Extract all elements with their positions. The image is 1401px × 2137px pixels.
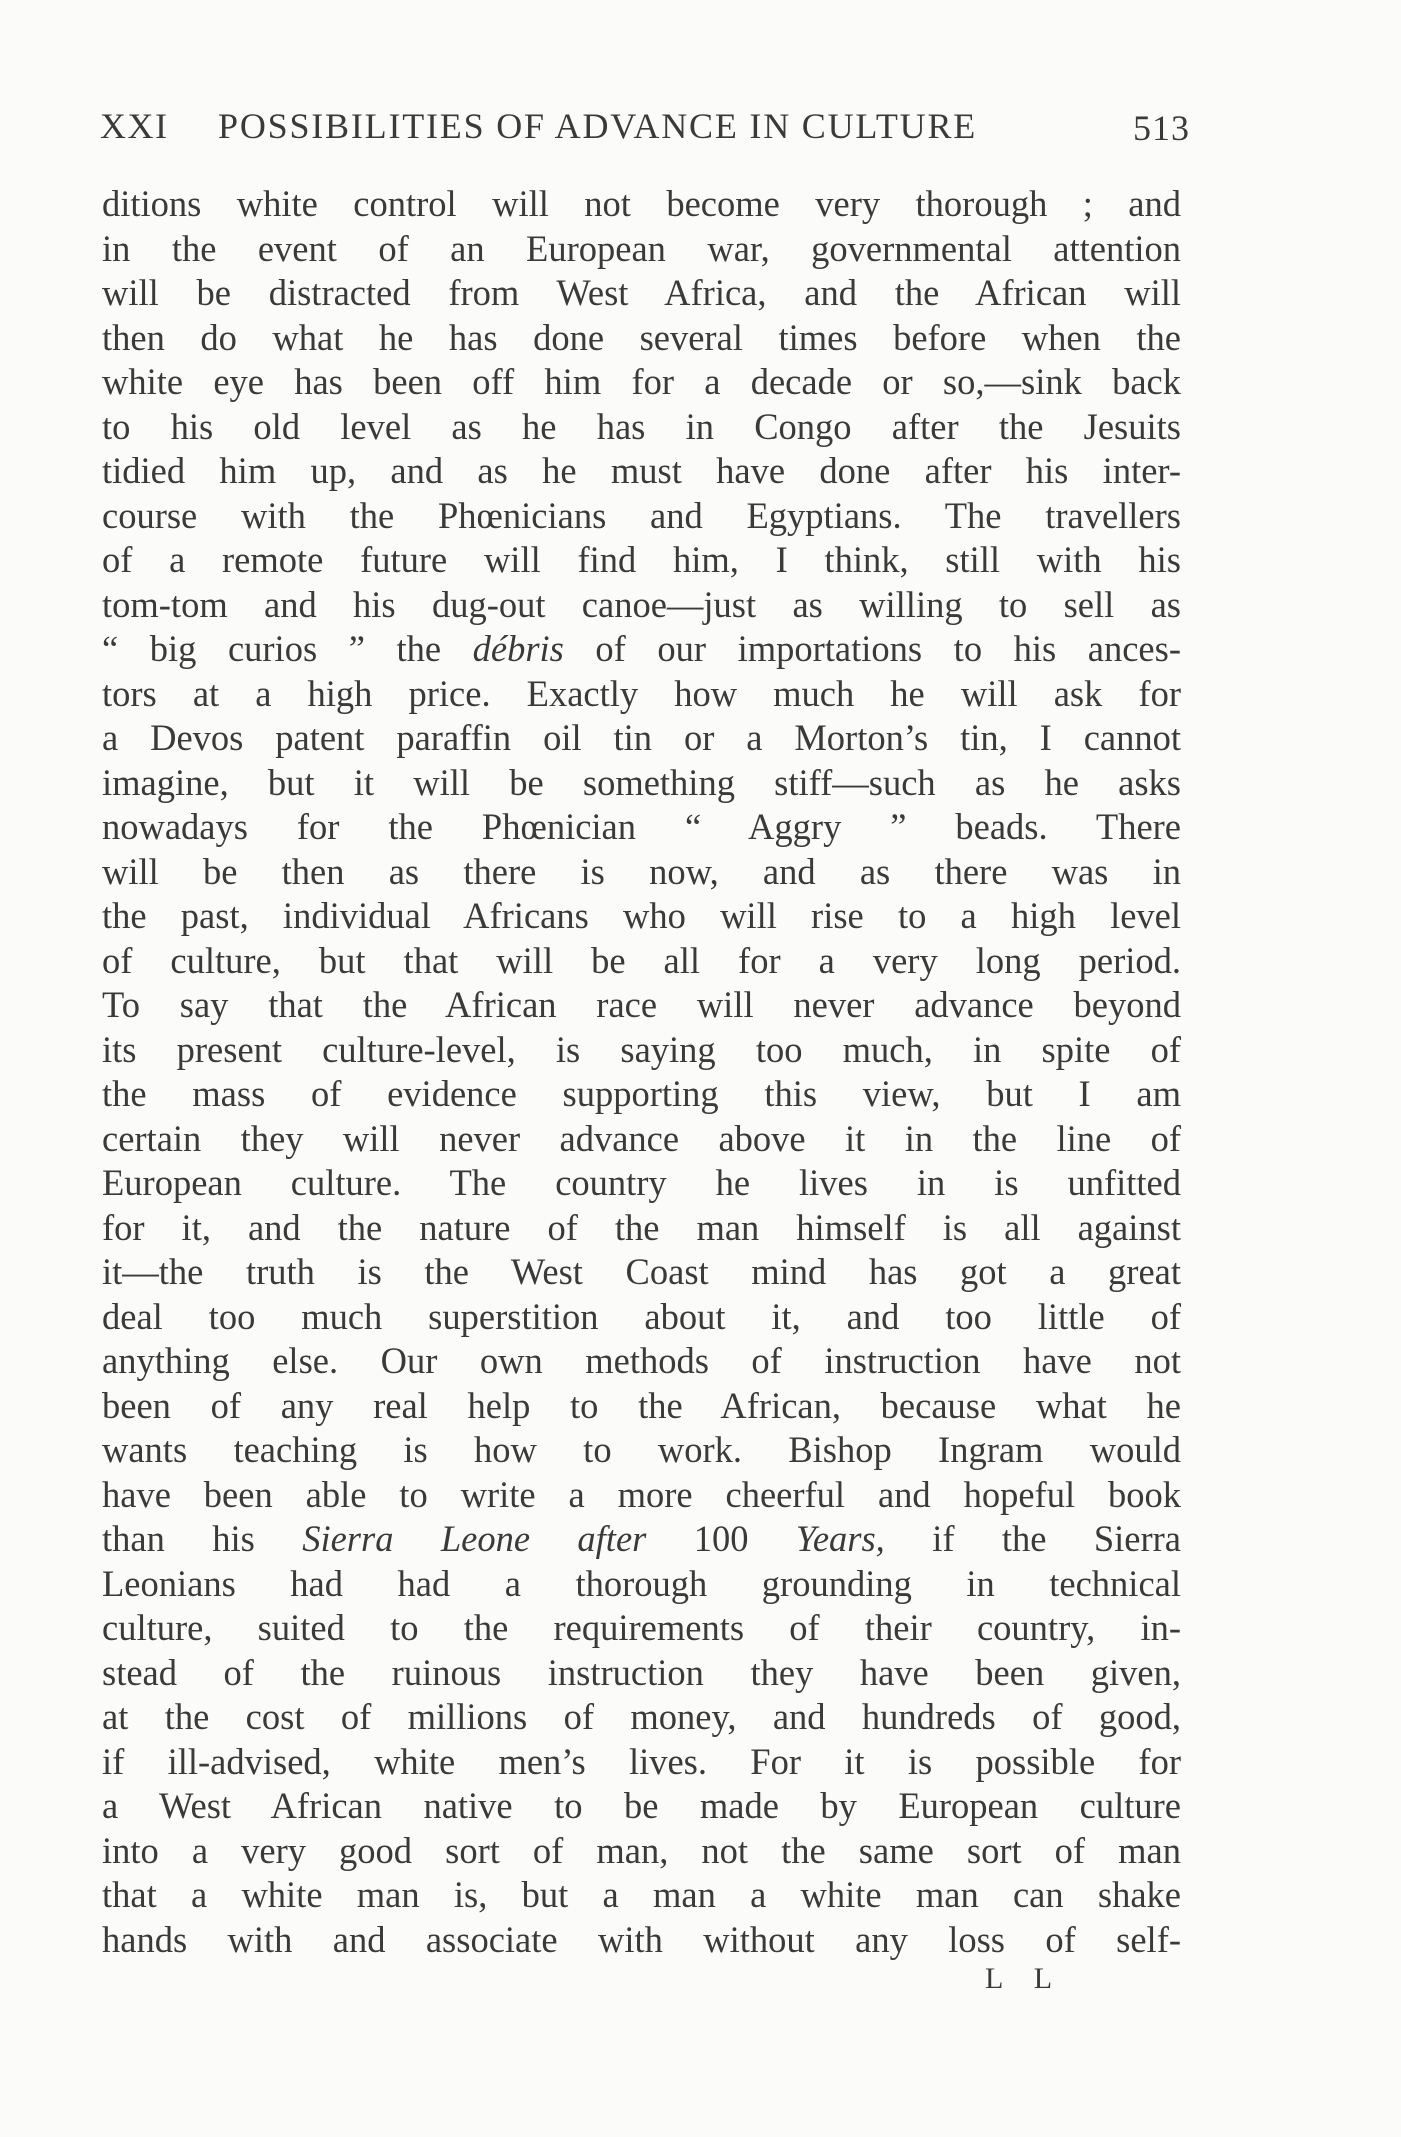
text-run: of our importations to his ances- [563,628,1181,669]
text-run: certain they will never advance above it in the line of [102,1117,1181,1159]
text-run: culture, suited to the requirements of their country, in- [102,1607,1181,1648]
text-line [102,894,1181,939]
text-run: for it, and the nature of the man himself is all against [102,1206,1181,1248]
text-run: tidied him up, and as he must have done after his inter- [102,450,1181,491]
text-run: into a very good sort of man, not the same sort of man [102,1829,1181,1871]
text-run: if the Sierra [884,1518,1181,1559]
text-run: a Devos patent paraffin oil tin or a Morton’s tin, I cannot [102,717,1181,758]
text-run: wants teaching is how to work. Bishop Ingram would [102,1429,1181,1470]
text-line [102,1606,1181,1651]
text-run: than his [102,1518,303,1559]
text-run: débris [472,628,564,669]
text-run: it—the truth is the West Coast mind has got a great [102,1251,1181,1292]
page-number: 513 [1133,108,1190,148]
text-run: a West African native to be made by European culture [102,1785,1181,1826]
text-line [102,1517,1181,1562]
text-line [102,1740,1181,1785]
text-run: then do what he has done several times before when the [102,316,1181,358]
text-run: tom-tom and his dug-out canoe—just as willing to sell as [102,583,1181,625]
text-line [102,1784,1181,1829]
text-line [102,939,1181,984]
text-run: its present culture-level, is saying too much, in spite of [102,1028,1181,1070]
text-run: if ill-advised, white men’s lives. For it is possible for [102,1740,1181,1782]
text-run: of a remote future will find him, I think, still with his [102,539,1181,580]
text-run: at the cost of millions of money, and hundreds of good, [102,1696,1181,1737]
text-line [102,1651,1181,1696]
text-run: the mass of evidence supporting this view, but I am [102,1073,1181,1114]
text-run: Sierra Leone after [302,1518,647,1559]
text-run: 100 [646,1518,796,1559]
text-run: hands with and associate with without any loss of self- [102,1918,1181,1960]
text-run: in the event of an European war, governmental attention [102,227,1181,269]
text-line [102,1117,1181,1162]
text-line [102,1918,1181,1963]
text-run: tors at a high price. Exactly how much he will ask for [102,672,1181,714]
text-run: white eye has been off him for a decade or so,—sink back [102,361,1181,402]
text-line [102,850,1181,895]
text-line [102,983,1181,1028]
text-line [102,182,1181,227]
text-line [102,672,1181,717]
text-run: anything else. Our own methods of instruction have not [102,1340,1181,1381]
text-line [102,1028,1181,1073]
text-line [102,1829,1181,1874]
chapter-title: POSSIBILITIES OF ADVANCE IN CULTURE [218,106,978,146]
signature-mark: L L [985,1962,1065,1995]
text-run: ditions white control will not become very thorough ; and [102,183,1181,224]
text-run: imagine, but it will be something stiff—such as he asks [102,761,1181,803]
text-run: to his old level as he has in Congo after the Jesuits [102,405,1181,447]
text-line [102,627,1181,672]
text-line [102,1384,1181,1429]
text-run: been of any real help to the African, because what he [102,1384,1181,1426]
text-line [102,1339,1181,1384]
text-line [102,583,1181,628]
text-line [102,1072,1181,1117]
text-run: To say that the African race will never advance beyond [102,984,1181,1025]
text-line [102,449,1181,494]
text-line [102,271,1181,316]
text-line [102,360,1181,405]
text-run: have been able to write a more cheerful and hopeful book [102,1473,1181,1515]
text-line [102,716,1181,761]
text-line [102,316,1181,361]
text-run: will be then as there is now, and as there was in [102,850,1181,892]
text-line [102,1295,1181,1340]
text-run: will be distracted from West Africa, and the African will [102,272,1181,313]
text-line [102,805,1181,850]
text-run: Leonians had had a thorough grounding in technical [102,1562,1181,1604]
text-line [102,1873,1181,1918]
text-run: deal too much superstition about it, and too little of [102,1295,1181,1337]
text-line [102,494,1181,539]
text-run: course with the Phœnicians and Egyptians. The travellers [102,494,1181,536]
text-run: nowadays for the Phœnician “ Aggry ” beads. There [102,806,1181,847]
text-line [102,538,1181,583]
text-line [102,1428,1181,1473]
text-line [102,1562,1181,1607]
text-run: “ big curios ” the [102,628,473,669]
text-line [102,227,1181,272]
text-line [102,1250,1181,1295]
text-run: the past, individual Africans who will rise to a high level [102,895,1181,936]
text-line [102,761,1181,806]
text-line [102,1695,1181,1740]
text-line [102,1206,1181,1251]
body-text [102,182,1181,1962]
text-line [102,405,1181,450]
text-run: European culture. The country he lives in is unfitted [102,1162,1181,1203]
chapter-number: XXI [100,106,169,146]
text-line [102,1473,1181,1518]
text-run: Years, [795,1518,885,1559]
text-line [102,1161,1181,1206]
text-run: stead of the ruinous instruction they have been given, [102,1651,1181,1693]
text-run: that a white man is, but a man a white man can shake [102,1874,1181,1915]
text-run: of culture, but that will be all for a very long period. [102,939,1181,981]
